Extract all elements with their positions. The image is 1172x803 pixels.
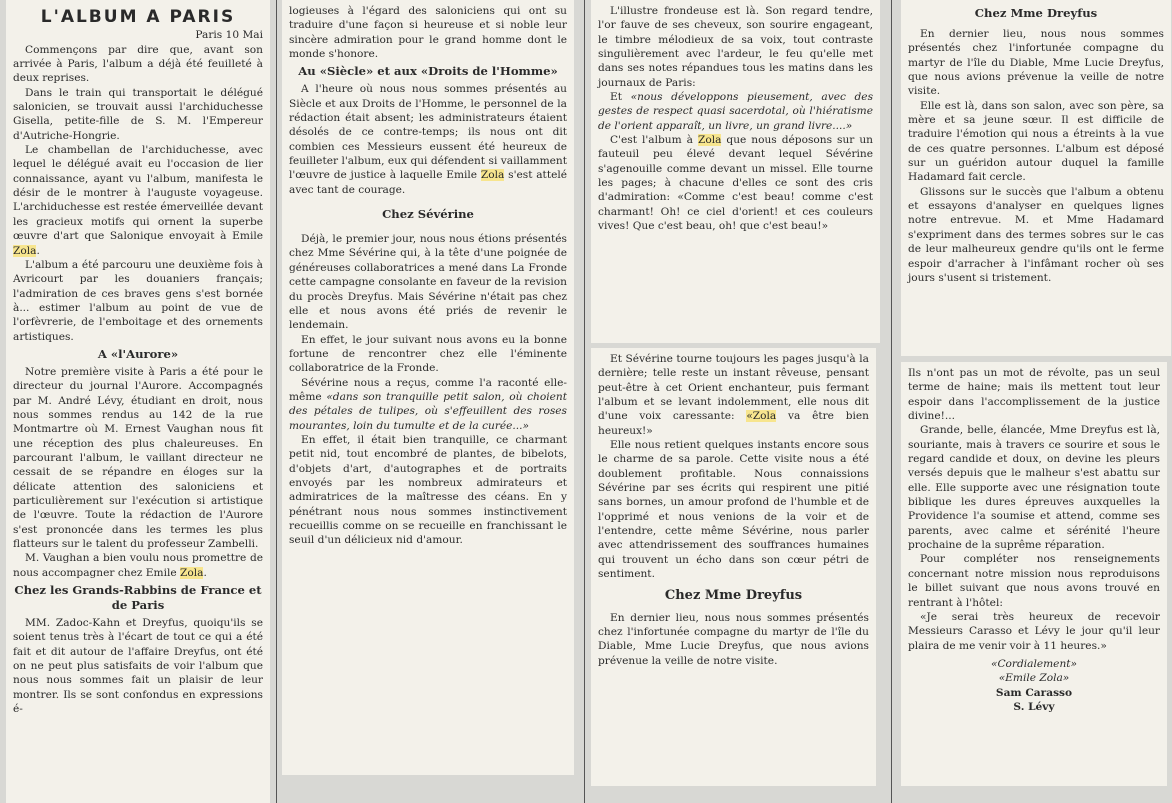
masthead-title: L'ALBUM A PARIS: [40, 7, 236, 27]
paragraph: L'illustre frondeuse est là. Son regard tendre, l'or fauve de ses cheveux, son sourire engageant, le timbre mélodieux de sa voix, tout contraste singulièrement avec l'ardeur, le feu qu'elle met dans ses notes répandues tous les matins dans les journaux de Paris:: [598, 5, 873, 89]
paragraph: Commençons par dire que, avant son arrivée à Paris, l'album a déjà été feuilleté à deux reprises.: [13, 43, 263, 85]
closing-emile-zola: «Emile Zola»: [998, 672, 1070, 685]
signature-levy: S. Lévy: [1013, 700, 1055, 713]
closing-cordialement: «Cordialement»: [990, 657, 1078, 670]
column-rule-1: [276, 0, 277, 803]
section-heading-siecle: Au «Siècle» et aux «Droits de l'Homme»: [298, 64, 558, 79]
paragraph-text: Et Sévérine tourne toujours les pages jusqu'à la dernière; telle reste un instant rêveuse, pensant peut-être à cet Orient enchanteur, puis fermant l'album et se levant indolemment, elle nous dit d'une voix caressante:: [598, 353, 869, 423]
paragraph: Ils n'ont pas un mot de révolte, pas un seul terme de haine; mais ils mettent tout leur espoir dans l'accomplissement de la justice divine!...: [908, 367, 1160, 423]
paragraph: logieuses à l'égard des saloniciens qui ont su traduire d'une façon si heureuse et si noble leur sincère admiration pour le grand homme dont le monde s'honore.: [289, 5, 567, 61]
paragraph-text: Et: [610, 91, 622, 104]
paragraph: Elle nous retient quelques instants encore sous le charme de sa parole. Cette visite nous a été doublement profitable. Nous connaissions Sévérine par ses écrits qui respirent une pitié sans bornes, un amour profond de l'humble et de l'opprimé et nous venions de la voir et de l'entendre, cette même Sévérine, nous parler avec attendrissement des souffrances humaines qui trouvent un écho dans son cœur pétri de sentiment.: [598, 439, 869, 581]
paragraph: En effet, il était bien tranquille, ce charmant petit nid, tout encombré de plantes, de bibelots, d'objets d'art, d'autographes et de portraits envoyés par les nombreux admirateurs et admiratrices de la maîtresse des céans. En y pénétrant nous nous sommes instinctivement recueillis comme on se recueille en franchissant le seuil d'un délicieux nid d'amour.: [289, 433, 567, 547]
paragraph: [598, 133, 873, 233]
paragraph-text: M. Vaughan a bien voulu nous promettre de nous accompagner chez Emile: [13, 552, 263, 579]
column-4-top: [901, 0, 1171, 356]
paragraph: Dans le train qui transportait le délégué salonicien, se trouvait aussi l'archiduchesse Gisella, petite-fille de S. M. l'Empereur d'Autriche-Hongrie.: [13, 86, 263, 142]
quote-text: «dans son tranquille petit salon, où choient des pétales de tulipes, où s'effeuillent des roses mourantes, loin du tumulte et de la curée...»: [289, 390, 567, 432]
paragraph: «Je serai très heureux de recevoir Messieurs Carasso et Lévy le jour qu'il leur plaira de me venir voir à 11 heures.»: [908, 610, 1160, 652]
zola-highlight: Zola: [697, 134, 722, 147]
paragraph-text: Le chambellan de l'archiduchesse, avec lequel le délégué avait eu l'occasion de lier connaissance, ayant vu l'album, manifesta le désir de le montrer à l'auguste voyageuse. L'archiduchesse est restée émerveillée devant les gracieux motifs qui ornent la superbe œuvre d'art que Salonique envoyait à Emile: [13, 144, 263, 243]
zola-highlight: «Zola: [746, 410, 777, 423]
quote-text: «nous développons pieusement, avec des gestes de respect quasi sacerdotal, où l'hiératisme de l'orient apparaît, un livre, un grand livre....»: [598, 91, 874, 132]
column-3-top: [591, 0, 880, 343]
column-rule-2: [584, 0, 585, 803]
paragraph: En dernier lieu, nous nous sommes présentés chez l'infortunée compagne du martyr de l'île du Diable, Mme Lucie Dreyfus, que nous avions prévenue la veille de notre visite.: [598, 611, 869, 667]
paragraph: Elle est là, dans son salon, avec son père, sa mère et sa jeune sœur. Il est difficile de traduire l'émotion qui nous a étreints à la vue de ces quatre personnes. L'album est déposé sur un guéridon autour duquel la famille Hadamard fait cercle.: [908, 99, 1164, 184]
dateline: Paris 10 Mai: [195, 29, 263, 42]
paragraph: [289, 376, 567, 433]
zola-highlight: Zola: [180, 566, 204, 579]
signature-carasso: Sam Carasso: [995, 686, 1073, 699]
paragraph: Pour compléter nos renseignements concernant notre mission nous reproduisons le billet suivant que nous avons trouvé en rentrant à l'hôtel:: [908, 553, 1160, 609]
paragraph-text: va être bien heureux!»: [598, 410, 869, 437]
section-heading-aurore: A «l'Aurore»: [97, 346, 179, 361]
paragraph: M. Vaughan a bien voulu nous promettre de nous accompagner chez Emile Zola.: [13, 552, 263, 579]
section-heading-dreyfus: Chez Mme Dreyfus: [974, 6, 1098, 20]
section-heading-severine: Chez Sévérine: [382, 207, 474, 222]
zola-highlight: Zola: [480, 169, 505, 182]
paragraph: En dernier lieu, nous nous sommes présentés chez l'infortunée compagne du martyr de l'île du Diable, Mme Lucie Dreyfus, que nous avions prévenue la veille de notre visite.: [908, 28, 1164, 98]
paragraph-text: C'est l'album à: [610, 134, 693, 147]
paragraph-text: s'est attelé avec tant de courage.: [289, 169, 568, 196]
section-heading-rabbins: Chez les Grands-Rabbins de France et de Paris: [14, 583, 262, 613]
paragraph: [289, 82, 567, 197]
paragraph: En effet, le jour suivant nous avons eu la bonne fortune de rencontrer chez elle l'éminente collaboratrice de la Fronde.: [289, 333, 567, 375]
column-1: [6, 0, 270, 803]
paragraph: L'album a été parcouru une deuxième fois à Avricourt par les douaniers français; l'admiration de ces braves gens s'est bornée à... estimer l'album au point de vue de l'orfèvrerie, de l'emboitage et des ornements artistiques.: [13, 258, 263, 343]
paragraph: Notre première visite à Paris a été pour le directeur du journal l'Aurore. Accompagnés par M. André Lévy, étudiant en droit, nous nous sommes rendus au 142 de la rue Montmartre où M. Ernest Vaughan nous fit une réception des plus chaleureuses. En parcourant l'album, le vaillant directeur ne cessait de se répandre en éloges sur la délicate attention des saloniciens et particulièrement sur l'exécution si artistique de l'œuvre. Toute la rédaction de l'Aurore s'est prononcée dans les termes les plus flatteurs sur le talent du professeur Zambelli.: [13, 365, 263, 551]
paragraph: [598, 352, 869, 438]
zola-highlight: Zola: [13, 244, 37, 257]
paragraph: [598, 90, 873, 133]
paragraph-text: A l'heure où nous nous sommes présentés au Siècle et aux Droits de l'Homme, le personnel de la rédaction était absent; les administrateurs étaient désolés de ce contre-temps; ils nous ont dit combien ces Messieurs eussent été heureux de feuilleter l'album, eux qui défendent si vaillamment l'œuvre de justice à laquelle Emile: [289, 83, 567, 182]
column-4-bottom: [901, 362, 1167, 786]
paragraph: MM. Zadoc-Kahn et Dreyfus, quoiqu'ils se soient tenus très à l'écart de tout ce qui a été fait et dit autour de l'affaire Dreyfus, ont été on ne peut plus satisfaits de voir l'album que nous nous sommes fait un plaisir de leur montrer. Ils se sont confondus en expressions é-: [13, 617, 263, 716]
paragraph-text: que nous déposons sur un fauteuil peu élevé devant lequel Sévérine s'agenouille comme devant un missel. Elle tourne les pages; à chacune d'elles ce sont des cris d'admiration: «Comme c'est beau! comme c'est charmant! Oh! ce ciel d'orient! et ces couleurs vives! Que c'est beau, oh! que c'est beau!»: [598, 134, 873, 233]
section-heading-dreyfus: Chez Mme Dreyfus: [664, 587, 803, 603]
column-3-bottom: [591, 348, 876, 786]
column-2: [282, 0, 574, 775]
paragraph: Glissons sur le succès que l'album a obtenu et essayons d'analyser en quelques lignes notre entrevue. M. et Mme Hadamard s'expriment dans des termes sobres sur le cas de leur malheureux gendre qu'ils ont le ferme espoir d'arracher à l'infâmant rocher où ses jours s'usent si tristement.: [908, 185, 1164, 284]
paragraph: Déjà, le premier jour, nous nous étions présentés chez Mme Sévérine qui, à la tête d'une poignée de généreuses collaboratrices a mené dans La Fronde cette campagne consolante en faveur de la revision du procès Dreyfus. Mais Sévérine n'était pas chez elle et nous avons été priés de revenir le lendemain.: [289, 233, 567, 332]
paragraph-text: Sévérine nous a reçus, comme l'a raconté elle-même: [289, 376, 567, 403]
paragraph: Grande, belle, élancée, Mme Dreyfus est là, souriante, mais à travers ce sourire et sous le regard candide et doux, on devine les pleurs versés depuis que le malheur s'est abattu sur elle. Elle supporte avec une résignation toute biblique les dures épreuves auxquelles la Providence l'a soumise et attend, comme ses parents, avec calme et sérénité l'heure prochaine de la suprême réparation.: [908, 424, 1160, 552]
paragraph: Le chambellan de l'archiduchesse, avec lequel le délégué avait eu l'occasion de lier connaissance, ayant vu l'album, manifesta le désir de le montrer à l'auguste voyageuse. L'archiduchesse est restée émerveillée devant les gracieux motifs qui ornent la superbe œuvre d'art que Salonique envoyait à Emile Zola.: [13, 144, 263, 257]
column-rule-3: [891, 0, 892, 803]
